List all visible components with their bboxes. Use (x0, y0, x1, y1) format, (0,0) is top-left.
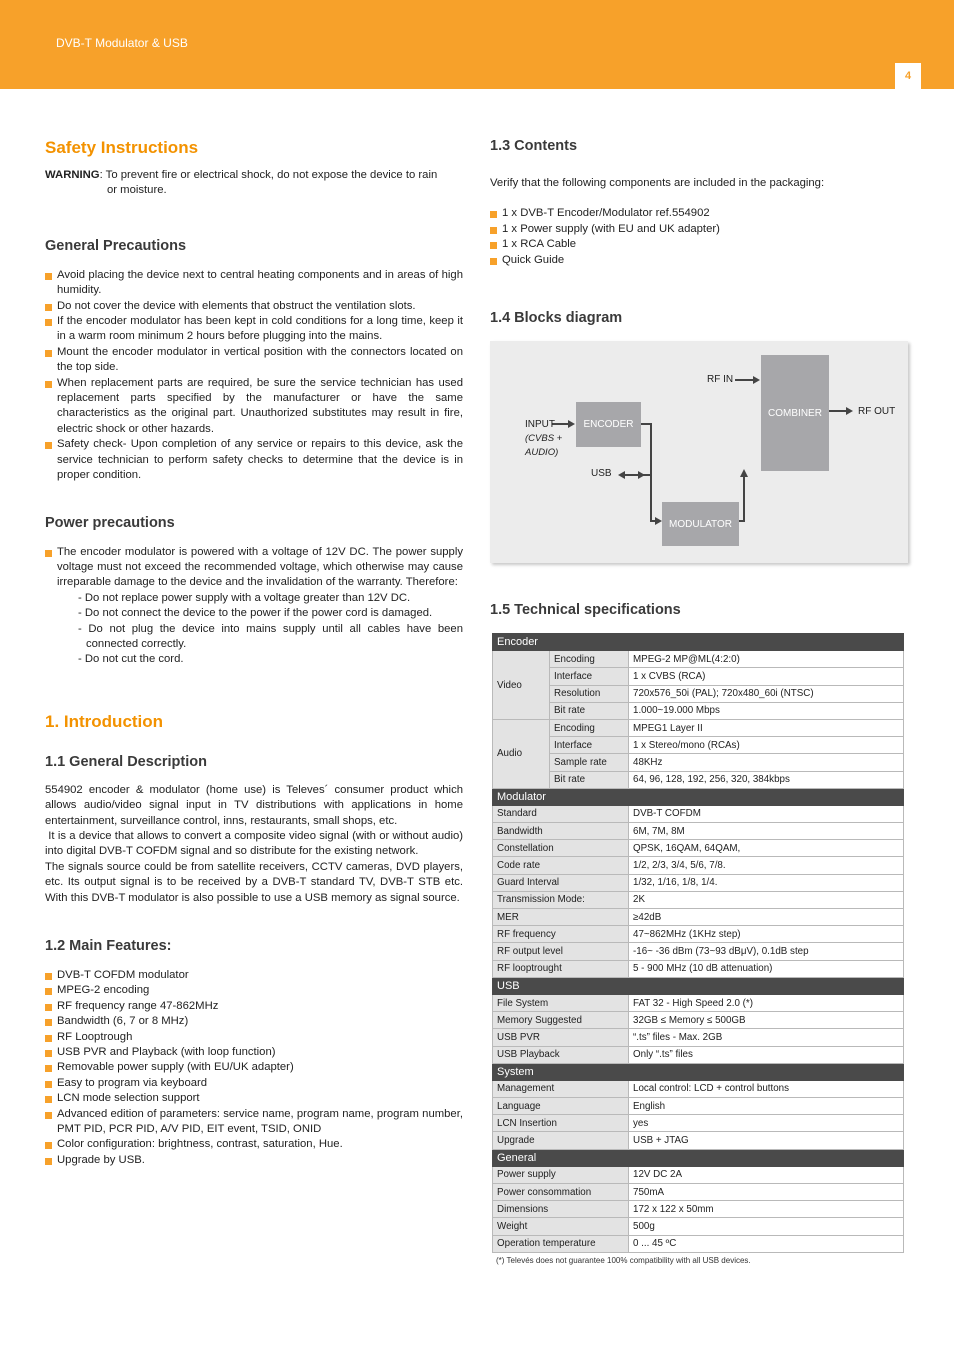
table-section-header (493, 977, 904, 994)
contents-list (490, 206, 904, 268)
warning-label: WARNING (45, 169, 100, 181)
group-video: Video (493, 651, 550, 720)
table-row: Management Local control: LCD + control buttons (493, 1080, 904, 1097)
table-row: LCN Insertion yes (493, 1115, 904, 1132)
table-row: Upgrade USB + JTAG (493, 1132, 904, 1149)
general-precautions-list (45, 268, 463, 484)
list-item: LCN mode selection support (45, 1091, 463, 1106)
blocks-diagram-title: 1.4 Blocks diagram (490, 310, 623, 326)
warning-text: WARNING: To prevent fire or electrical shock, do not expose the device to rain (45, 169, 438, 181)
section-encoder: Encoder (493, 634, 904, 651)
safety-title: Safety Instructions (45, 138, 199, 157)
bullet-square-icon (45, 1112, 52, 1119)
dash-item: - Do not connect the device to the power if the power cord is damaged. (78, 607, 433, 620)
bullet-square-icon (45, 350, 52, 357)
table-row: Power consommation 750mA (493, 1184, 904, 1201)
right-column (490, 138, 904, 1265)
list-item: Easy to program via keyboard (45, 1076, 463, 1091)
table-section-header (493, 1063, 904, 1080)
section-system: System (493, 1063, 904, 1080)
bullet-square-icon (490, 211, 497, 218)
list-item: DVB-T COFDM modulator (45, 968, 463, 983)
table-row: Guard Interval 1/32, 1/16, 1/8, 1/4. (493, 874, 904, 891)
general-description-title: 1.1 General Description (45, 753, 207, 770)
modulator-combiner-arrow-head (740, 469, 748, 477)
power-precautions-list (45, 545, 463, 591)
technical-specifications-title: 1.5 Technical specifications (490, 602, 681, 618)
input-sub-label: (CVBS + (525, 433, 563, 444)
left-column (45, 138, 467, 1168)
list-item: Advanced edition of parameters: service name, program name, program number, PMT PID, PCR PID, A/V PID, EIT event, TSID, ONID (45, 1107, 463, 1138)
list-item: Do not cover the device with elements that obstruct the ventilation slots. (45, 299, 463, 314)
modulator-block: MODULATOR (662, 502, 739, 546)
table-row: Interface 1 x CVBS (RCA) (493, 668, 904, 685)
contents-intro: Verify that the following components are included in the packaging: (490, 177, 825, 189)
page-number: 4 (895, 63, 921, 89)
power-precautions-dash-list (45, 591, 463, 668)
list-item: 1 x RCA Cable (490, 237, 904, 252)
bullet-square-icon (45, 1004, 52, 1011)
bullet-square-icon (490, 227, 497, 234)
main-features-title: 1.2 Main Features: (45, 938, 172, 954)
bullet-square-icon (45, 1019, 52, 1026)
rf-out-arrow-head (846, 407, 853, 415)
input-arrow-head (568, 420, 575, 428)
bullet-square-icon (45, 988, 52, 995)
encoder-block: ENCODER (576, 402, 641, 447)
general-description-body (45, 783, 467, 906)
bullet-square-icon (490, 258, 497, 265)
table-row: Operation temperature 0 ... 45 ºC (493, 1235, 904, 1252)
power-precautions-title: Power precautions (45, 514, 175, 531)
table-row: Dimensions 172 x 122 x 50mm (493, 1201, 904, 1218)
table-row: Standard DVB-T COFDM (493, 805, 904, 822)
table-row: Power supply 12V DC 2A (493, 1166, 904, 1183)
usb-arrow-head-left (618, 471, 625, 479)
document-title: DVB-T Modulator & USB (56, 36, 188, 50)
list-item: When replacement parts are required, be sure the service technician has used replacement parts specified by the manufacturer or have the same characteristics as the original part. Unauthorized substitutes may result in fire, electric shock or other hazards. (45, 376, 463, 438)
table-row: Video Encoding MPEG-2 MP@ML(4:2:0) (493, 651, 904, 668)
bullet-square-icon (45, 1035, 52, 1042)
general-precautions-title: General Precautions (45, 237, 187, 254)
table-section-header (493, 788, 904, 805)
list-item: Upgrade by USB. (45, 1153, 463, 1168)
main-features-list (45, 968, 463, 1168)
table-row: MER ≥42dB (493, 909, 904, 926)
table-row: RF looptrought 5 - 900 MHz (10 dB attenuation) (493, 960, 904, 977)
encoder-modulator-line (641, 424, 658, 521)
table-row: Transmission Mode: 2K (493, 891, 904, 908)
table-row: Code rate 1/2, 2/3, 3/4, 5/6, 7/8. (493, 857, 904, 874)
rf-out-label: RF OUT (858, 406, 896, 417)
list-item: Avoid placing the device next to central heating components and in areas of high humidity. (45, 268, 463, 299)
bullet-square-icon (45, 1050, 52, 1057)
introduction-title: 1. Introduction (45, 711, 164, 731)
specifications-table (492, 633, 904, 1253)
list-item: Safety check- Upon completion of any service or repairs to this device, ask the service technician to perform safety checks to determine that the device is in proper condition. (45, 437, 463, 483)
table-row: USB PVR “.ts” files - Max. 2GB (493, 1029, 904, 1046)
list-item: USB PVR and Playback (with loop function) (45, 1045, 463, 1060)
bullet-square-icon (45, 304, 52, 311)
table-row: Bandwidth 6M, 7M, 8M (493, 823, 904, 840)
combiner-block: COMBINER (761, 355, 829, 471)
list-item: MPEG-2 encoding (45, 983, 463, 998)
bullet-square-icon (490, 242, 497, 249)
group-audio: Audio (493, 719, 550, 788)
list-item: RF frequency range 47-862MHz (45, 999, 463, 1014)
table-row: Audio Encoding MPEG1 Layer II (493, 719, 904, 736)
table-row: Sample rate 48KHz (493, 754, 904, 771)
list-item: Bandwidth (6, 7 or 8 MHz) (45, 1014, 463, 1029)
input-label: INPUT (525, 419, 555, 430)
section-modulator: Modulator (493, 788, 904, 805)
paragraph: The signals source could be from satellite receivers, CCTV cameras, DVD players, etc. Its output signal is to be received by a DVB-T standard TV, DVB-T STB etc. With this DVB-T modulator is also possible to use a USB memory as signal source. (45, 860, 463, 904)
list-item: 1 x DVB-T Encoder/Modulator ref.554902 (490, 206, 904, 221)
rf-in-label: RF IN (707, 374, 734, 385)
table-row: Bit rate 64, 96, 128, 192, 256, 320, 384kbps (493, 771, 904, 788)
bullet-square-icon (45, 273, 52, 280)
rf-in-arrow-head (753, 376, 760, 384)
table-row: RF frequency 47~862MHz (1KHz step) (493, 926, 904, 943)
table-row: Bit rate 1.000~19.000 Mbps (493, 702, 904, 719)
list-item: 1 x Power supply (with EU and UK adapter) (490, 222, 904, 237)
table-row: Resolution 720x576_50i (PAL); 720x480_60i (NTSC) (493, 685, 904, 702)
bullet-square-icon (45, 1081, 52, 1088)
list-item: Color configuration: brightness, contrast, saturation, Hue. (45, 1137, 463, 1152)
list-item: Mount the encoder modulator in vertical position with the connectors located on the top side. (45, 345, 463, 376)
table-row: Language English (493, 1098, 904, 1115)
list-item: Quick Guide (490, 253, 904, 268)
list-item: Removable power supply (with EU/UK adapter) (45, 1060, 463, 1075)
section-usb: USB (493, 977, 904, 994)
usb-label: USB (591, 468, 612, 479)
bullet-square-icon (45, 973, 52, 980)
specifications-footnote: (*) Televés does not guarantee 100% compatibility with all USB devices. (496, 1256, 751, 1265)
blocks-diagram (490, 341, 908, 563)
page-header (0, 0, 954, 89)
bullet-square-icon (45, 1065, 52, 1072)
bullet-square-icon (45, 442, 52, 449)
section-general: General (493, 1149, 904, 1166)
bullet-square-icon (45, 550, 52, 557)
bullet-square-icon (45, 1096, 52, 1103)
list-item: The encoder modulator is powered with a voltage of 12V DC. The power supply voltage must not exceed the recommended voltage, which otherwise may cause irreparable damage to the device and the invalidation of the warranty. Therefore: (45, 545, 463, 591)
table-row: Interface 1 x Stereo/mono (RCAs) (493, 737, 904, 754)
paragraph: It is a device that allows to convert a composite video signal (with or without audio) into digital DVB-T COFDM signal and so distribute for the existing network. (45, 829, 467, 858)
table-section-header (493, 1149, 904, 1166)
paragraph: 554902 encoder & modulator (home use) is Televes´ consumer product which allows audio/video signal input in TV distributions with applications in home entertainment, surveillance control, inns, restaurants, small shops, etc. (45, 783, 463, 827)
dash-item: - Do not replace power supply with a voltage greater than 12V DC. (78, 591, 411, 604)
dash-item: - Do not cut the cord. (78, 653, 184, 666)
bullet-square-icon (45, 319, 52, 326)
encoder-modulator-arrow-head (655, 517, 662, 525)
list-item: If the encoder modulator has been kept in cold conditions for a long time, keep it in a warm room minimum 2 hours before plugging into the mains. (45, 314, 463, 345)
table-row: Weight 500g (493, 1218, 904, 1235)
dash-item: - Do not plug the device into mains supply until all cables have been connected correctly. (78, 622, 463, 650)
table-row: RF output level -16~ -36 dBm (73~93 dBμV), 0.1dB step (493, 943, 904, 960)
table-row: USB Playback Only “.ts” files (493, 1046, 904, 1063)
table-row: Memory Suggested 32GB ≤ Memory ≤ 500GB (493, 1012, 904, 1029)
bullet-square-icon (45, 1142, 52, 1149)
modulator-combiner-line (739, 475, 744, 521)
table-row: File System FAT 32 - High Speed 2.0 (*) (493, 994, 904, 1011)
bullet-square-icon (45, 1158, 52, 1165)
list-item: RF Looptrough (45, 1030, 463, 1045)
warning-text-continued: or moisture. (107, 184, 167, 197)
table-section-header (493, 634, 904, 651)
input-sub-label: AUDIO) (525, 447, 559, 458)
table-row: Constellation QPSK, 16QAM, 64QAM, (493, 840, 904, 857)
bullet-square-icon (45, 381, 52, 388)
contents-title: 1.3 Contents (490, 138, 578, 154)
